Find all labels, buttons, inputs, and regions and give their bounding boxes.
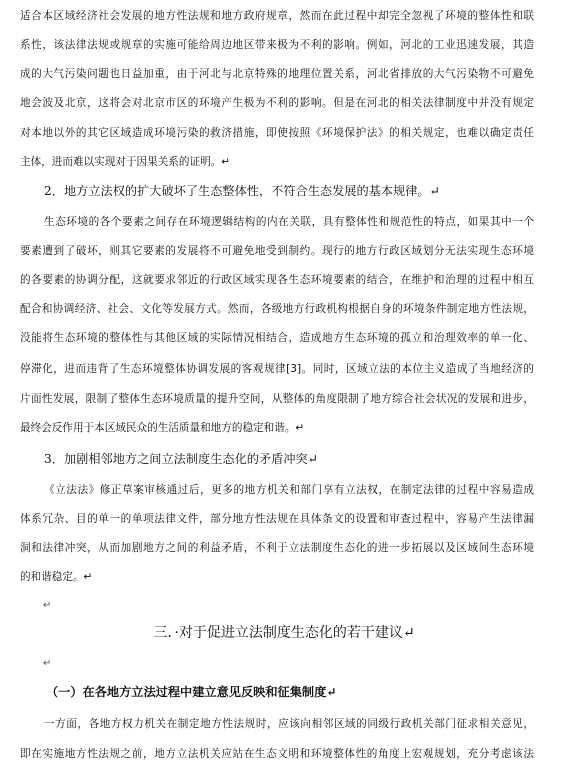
text-line: 的和谐稳定。↵ xyxy=(20,571,93,583)
section-title: 三．·对于促进立法制度生态化的若干建议↵ xyxy=(153,625,415,641)
text-line: 要素遭到了破坏，则其它要素的发展将不可避免地受到制约。现行的地方行政区域划分无法实现生态环境 xyxy=(20,245,534,257)
text-line: 主体，进而难以实现对于因果关系的证明。↵ xyxy=(20,156,231,168)
subsection-title: （一）在各地方立法过程中建立意见反映和征集制度↵ xyxy=(46,685,337,699)
text-line: 《立法法》修正草案审核通过后，更多的地方机关和部门享有立法权，在制定法律的过程中容易造成 xyxy=(44,484,534,496)
text-line: 停滞化，进而违背了生态环境整体协调发展的客观规律[3]。同时，区域立法的本位主义造成了当地经济的 xyxy=(20,363,534,375)
subheading-2: 2．地方立法权的扩大破坏了生态整体性，不符合生态发展的基本规律。↵ xyxy=(44,184,440,198)
text-line: 配合和协调经济、社会、文化等发展方式。然而，各级地方行政机构根据自身的环境条件制定地方性法规， xyxy=(20,303,534,315)
text-line: 生态环境的各个要素之间存在环境逻辑结构的内在关联，具有整体性和规范性的特点，如果其中一个 xyxy=(44,216,534,228)
text-line: 成的大气污染问题也日益加重，由于河北与北京特殊的地理位置关系，河北省排放的大气污染物不可避免 xyxy=(20,68,534,80)
text-line: 没能将生态环境的整体性与其他区域的实际情况相结合，造成地方生态环境的孤立和治理效率的单一化、 xyxy=(20,332,534,344)
text-line: 的各要素的协调分配，这就要求邻近的行政区域实现各生态环境要素的结合，在维护和治理的过程中相互 xyxy=(20,274,534,286)
paragraph-mark: ↵ xyxy=(43,600,52,611)
text-line: 一方面，各地方权力机关在制定地方性法规时，应该向相邻区域的同级行政机关部门征求相关意见， xyxy=(44,718,534,730)
text-line: 即在实施地方性法规之前，地方立法机关应站在生态文明和环境整体性的角度上宏观规划，充分考虑该法 xyxy=(20,748,534,760)
text-line: 系性，该法律法规或规章的实施可能给周边地区带来极为不利的影响。例如，河北的工业迅速发展，其造 xyxy=(20,39,534,51)
text-line: 体系冗杂、目的单一的单项法律文件，部分地方性法规在具体条文的设置和审查过程中，容易产生法律漏 xyxy=(20,513,534,525)
text-line: 地会波及北京，这将会对北京市区的环境产生极为不利的影响。但是在河北的相关法律制度中并没有规定 xyxy=(20,97,534,109)
subheading-3: 3．加剧相邻地方之间立法制度生态化的矛盾冲突↵ xyxy=(44,452,318,466)
paragraph-mark: ↵ xyxy=(43,658,52,669)
text-line: 最终会反作用于本区域民众的生活质量和地方的稳定和谐。↵ xyxy=(20,422,305,434)
text-line: 适合本区域经济社会发展的地方性法规和地方政府规章，然而在此过程中却完全忽视了环境的整体性和联 xyxy=(20,10,534,22)
text-line: 对本地以外的其它区域造成环境污染的救济措施，即使按照《环境保护法》的相关规定，也难以确定责任 xyxy=(20,127,534,139)
text-line: 片面性发展，限制了整体生态环境质量的提升空间，从整体的角度限制了地方综合社会状况的发展和进步， xyxy=(20,393,534,405)
text-line: 洞和法律冲突，从而加剧地方之间的利益矛盾，不利于立法制度生态化的进一步拓展以及区域间生态环境 xyxy=(20,542,534,554)
